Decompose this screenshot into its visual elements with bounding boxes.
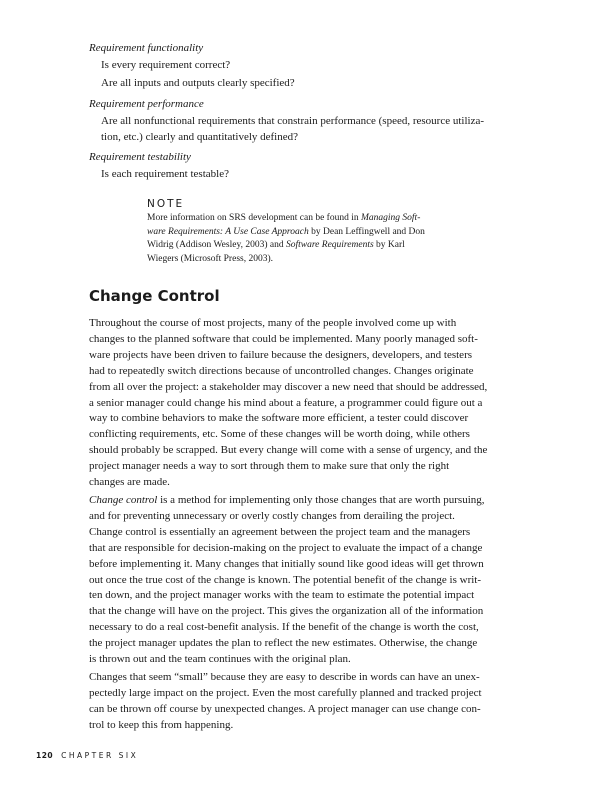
paragraph-line: is thrown out and the team continues with the original plan. <box>89 653 351 666</box>
paragraph-2 <box>89 493 529 668</box>
paragraph-line: changes are made. <box>89 476 170 489</box>
paragraph-line: ten down, and the project manager works with the team to estimate the potential impact <box>89 589 475 602</box>
requirement-question: Are all inputs and outputs clearly specified? <box>101 77 295 89</box>
note-line: More information on SRS development can be found in Managing Soft- <box>147 213 421 223</box>
paragraph-line: project manager needs a way to sort through them to make sure that only the right <box>89 460 450 473</box>
page-footer <box>36 751 138 761</box>
requirement-question: Is each requirement testable? <box>101 168 229 180</box>
paragraph-line: Change control is a method for implementing only those changes that are worth pursuing, <box>89 494 485 506</box>
requirement-question: Is every requirement correct? <box>101 59 231 71</box>
note-body <box>147 212 425 266</box>
requirement-label-performance: Requirement performance <box>89 98 204 110</box>
paragraph-line: changes to the planned software that could be implemented. Many poorly managed soft- <box>89 332 478 345</box>
paragraph-line: from all over the project: a stakeholder may discover a new need that should be addressed, <box>89 380 488 393</box>
term-change-control: Change control <box>89 494 158 506</box>
paragraph-line: Change control is essentially an agreement between the project team and the managers <box>89 525 471 538</box>
note-line: Widrig (Addison Wesley, 2003) and Software Requirements by Karl <box>147 240 405 250</box>
paragraph-line: a senior manager could change his mind about a feature, a programmer could figure out a <box>89 396 483 409</box>
paragraph-line: the project manager updates the plan to reflect the new estimates. Otherwise, the change <box>89 637 478 650</box>
paragraph-line: that are responsible for decision-making on the project to evaluate the impact of a change <box>89 541 483 554</box>
paragraph-1 <box>89 316 529 491</box>
note-title: NOTE <box>147 198 185 210</box>
chapter-label: CHAPTER SIX <box>61 751 139 760</box>
note-line: Wiegers (Microsoft Press, 2003). <box>147 253 273 264</box>
paragraph-line: pectedly large impact on the project. Even the most carefully planned and tracked project <box>89 686 482 699</box>
paragraph-line: had to repeatedly switch directions because of uncontrolled changes. Changes originate <box>89 364 474 377</box>
paragraph-line: out once the true cost of the change is known. The potential benefit of the change is writ- <box>89 573 482 586</box>
paragraph-line: before implementing it. Many changes that initially sound like good ideas will get thrown <box>89 557 484 570</box>
paragraph-3 <box>89 670 529 734</box>
paragraph-line: that the change will have on the project. This gives the organization all of the information <box>89 605 484 618</box>
requirement-label-testability: Requirement testability <box>89 151 191 163</box>
paragraph-line: conflicting requirements, etc. Some of these changes will be worth doing, while others <box>89 428 470 441</box>
page-number: 120 <box>36 751 54 760</box>
paragraph-line: and for preventing unnecessary or overly costly changes from derailing the project. <box>89 509 455 522</box>
paragraph-line: Changes that seem “small” because they are easy to describe in words can have an unex- <box>89 671 480 683</box>
requirement-label-functionality: Requirement functionality <box>89 42 204 54</box>
requirement-question: Are all nonfunctional requirements that constrain performance (speed, resource utiliza- <box>101 115 485 127</box>
paragraph-line: Throughout the course of most projects, many of the people involved come up with <box>89 317 457 329</box>
paragraph-line: trol to keep this from happening. <box>89 718 234 731</box>
note-line: ware Requirements: A Use Case Approach by Dean Leffingwell and Don <box>147 226 425 237</box>
paragraph-line: way to combine behaviors to make the software more efficient, a tester could discover <box>89 412 469 425</box>
paragraph-line: necessary to do a real cost-benefit analysis. If the benefit of the change is worth the cost, <box>89 621 479 634</box>
requirement-question: tion, etc.) clearly and quantitatively defined? <box>101 131 299 143</box>
section-heading: Change Control <box>89 287 220 305</box>
paragraph-line: can be thrown off course by unexpected changes. A project manager can use change con- <box>89 702 481 715</box>
paragraph-line: ware projects have been driven to failure because the designers, developers, and testers <box>89 348 473 361</box>
paragraph-line: should probably be scrapped. But every change will come with a sense of urgency, and the <box>89 444 488 457</box>
